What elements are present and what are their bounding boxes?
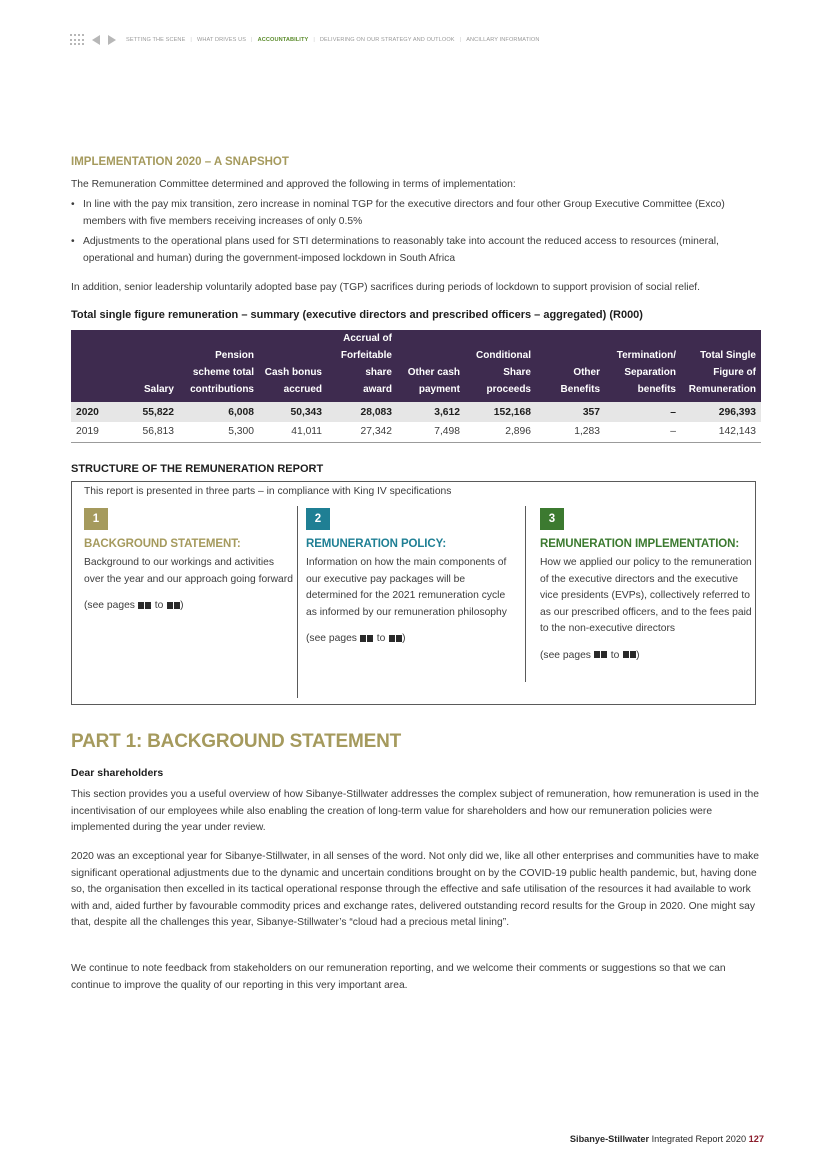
table-cell: 5,300 bbox=[179, 422, 259, 442]
table-cell: 2020 bbox=[71, 402, 113, 422]
header-forfeitable-share: Accrual of Forfeitable share award bbox=[327, 330, 397, 402]
table-row bbox=[71, 422, 761, 442]
table-cell: 7,498 bbox=[397, 422, 465, 442]
table-title: Total single figure remuneration – summary (executive directors and prescribed officers – aggregated) (R000) bbox=[71, 309, 643, 321]
table-cell: – bbox=[605, 422, 681, 442]
table-cell: 2019 bbox=[71, 422, 113, 442]
next-page-icon[interactable] bbox=[108, 35, 116, 45]
remuneration-table bbox=[71, 330, 761, 443]
table-cell: 152,168 bbox=[465, 402, 536, 422]
previous-page-icon[interactable] bbox=[92, 35, 100, 45]
nav-separator: | bbox=[313, 37, 315, 43]
implementation-heading: IMPLEMENTATION 2020 – A SNAPSHOT bbox=[71, 156, 289, 168]
grid-menu-icon[interactable] bbox=[70, 34, 84, 46]
header-year bbox=[71, 330, 113, 402]
implementation-bullet-2 bbox=[71, 234, 761, 267]
nav-setting-the-scene[interactable]: SETTING THE SCENE bbox=[126, 37, 186, 43]
bullet-text: Adjustments to the operational plans used for STI determinations to reasonably take into account the reduced access to resources (mineral, operational and human) during the government-imposed lockdown in South Africa bbox=[83, 236, 719, 264]
table-cell: 3,612 bbox=[397, 402, 465, 422]
header-cash-bonus: Cash bonus accrued bbox=[259, 330, 327, 402]
implementation-intro: The Remuneration Committee determined and approved the following in terms of implementation: bbox=[71, 179, 516, 190]
structure-part-1 bbox=[84, 508, 296, 615]
part-description: Information on how the main components of our executive pay packages will be determined for the 2021 remuneration cycle as informed by our remuneration philosophy bbox=[306, 557, 507, 618]
header-other-benefits: Other Benefits bbox=[536, 330, 605, 402]
header-termination: Termination/ Separation benefits bbox=[605, 330, 681, 402]
bullet-dot: • bbox=[71, 236, 75, 247]
part-description: How we applied our policy to the remuneration of the executive directors and the executive vice presidents (EVPs), collectively referred to as our prescribed officers, and to the fees paid to the non-executive directors bbox=[540, 557, 752, 635]
table-cell: 1,283 bbox=[536, 422, 605, 442]
table-cell: 6,008 bbox=[179, 402, 259, 422]
table-header-row bbox=[71, 330, 761, 402]
part-1-paragraph-3: We continue to note feedback from stakeholders on our remuneration reporting, and we welcome their comments or suggestions so that we can continue to improve the quality of our reporting in this very important area. bbox=[71, 963, 726, 991]
nav-accountability[interactable]: ACCOUNTABILITY bbox=[257, 37, 309, 43]
part-1-title: PART 1: BACKGROUND STATEMENT bbox=[71, 731, 402, 752]
part-title: BACKGROUND STATEMENT: bbox=[84, 538, 241, 550]
table-cell: 27,342 bbox=[327, 422, 397, 442]
top-navigation bbox=[70, 33, 544, 47]
bullet-text: In line with the pay mix transition, zero increase in nominal TGP for the executive directors and four other Group Executive Committee (Exco) members with five members receiving increases of only 0.5% bbox=[83, 199, 725, 227]
nav-ancillary-information[interactable]: ANCILLARY INFORMATION bbox=[466, 37, 540, 43]
footer-brand: Sibanye-Stillwater bbox=[569, 1134, 650, 1144]
part-number-badge: 3 bbox=[540, 508, 564, 530]
table-cell: 41,011 bbox=[259, 422, 327, 442]
header-pension: Pension scheme total contributions bbox=[179, 330, 259, 402]
table-cell: 2,896 bbox=[465, 422, 536, 442]
salutation: Dear shareholders bbox=[71, 767, 164, 779]
table-cell: 55,822 bbox=[113, 402, 179, 422]
page-footer bbox=[570, 1134, 764, 1144]
header-conditional-share: Conditional Share proceeds bbox=[465, 330, 536, 402]
part-title: REMUNERATION IMPLEMENTATION: bbox=[540, 538, 740, 550]
table-cell: 56,813 bbox=[113, 422, 179, 442]
nav-separator: | bbox=[251, 37, 253, 43]
nav-what-drives-us[interactable]: WHAT DRIVES US bbox=[196, 37, 247, 43]
table-cell: 296,393 bbox=[681, 402, 761, 422]
part-1-paragraph-1: This section provides you a useful overview of how Sibanye-Stillwater addresses the complex subject of remuneration, how remuneration is used in the incentivisation of our employees while also enabling the creation of long-term value for shareholders and how our remuneration policies were implemented during the year under review. bbox=[71, 789, 759, 834]
page-reference: (see pages to ) bbox=[84, 600, 184, 612]
table-cell: 28,083 bbox=[327, 402, 397, 422]
nav-delivering-strategy[interactable]: DELIVERING ON OUR STRATEGY AND OUTLOOK bbox=[319, 37, 455, 43]
part-1-paragraph-2: 2020 was an exceptional year for Sibanye-Stillwater, in all senses of the word. Not only did we, like all other enterprises and communities have to make significant operational adjustments due to the dynamic and uncertain conditions brought on by the COVID-19 public health pandemic, but, having done so, the organisation then excelled in its tactical operational response through the effective and safe utilisation of the resources it had available to work with and, aided further by favourable commodity prices and exchange rates, delivered outstanding record results for the Group in 2020. One might say that, despite all the challenges this year, Sibanye-Stillwater’s “cloud had a precious metal lining”. bbox=[71, 851, 759, 929]
bullet-dot: • bbox=[71, 199, 75, 210]
structure-box bbox=[71, 481, 756, 705]
structure-heading: STRUCTURE OF THE REMUNERATION REPORT bbox=[71, 463, 324, 475]
header-total: Total Single Figure of Remuneration bbox=[681, 330, 761, 402]
page-number: 127 bbox=[748, 1134, 764, 1144]
nav-separator: | bbox=[190, 37, 192, 43]
part-number-badge: 2 bbox=[306, 508, 330, 530]
table-cell: 357 bbox=[536, 402, 605, 422]
table-cell: 50,343 bbox=[259, 402, 327, 422]
structure-intro: This report is presented in three parts – in compliance with King IV specifications bbox=[84, 486, 452, 497]
table-cell: – bbox=[605, 402, 681, 422]
footer-report-name: Integrated Report 2020 bbox=[651, 1134, 747, 1144]
table-cell: 142,143 bbox=[681, 422, 761, 442]
implementation-addition: In addition, senior leadership voluntarily adopted base pay (TGP) sacrifices during periods of lockdown to support provision of social relief. bbox=[71, 282, 701, 293]
nav-separator: | bbox=[459, 37, 462, 43]
structure-part-3 bbox=[540, 508, 752, 665]
column-divider bbox=[525, 506, 526, 682]
implementation-bullet-1 bbox=[71, 197, 761, 230]
header-other-cash: Other cash payment bbox=[397, 330, 465, 402]
column-divider bbox=[297, 506, 298, 698]
page-reference: (see pages to ) bbox=[306, 633, 406, 645]
header-salary: Salary bbox=[113, 330, 179, 402]
part-number-badge: 1 bbox=[84, 508, 108, 530]
page-reference: (see pages to ) bbox=[540, 649, 640, 661]
structure-part-2 bbox=[306, 508, 518, 648]
part-title: REMUNERATION POLICY: bbox=[306, 538, 447, 550]
table-row bbox=[71, 402, 761, 422]
part-description: Background to our workings and activities over the year and our approach going forward bbox=[84, 557, 293, 585]
